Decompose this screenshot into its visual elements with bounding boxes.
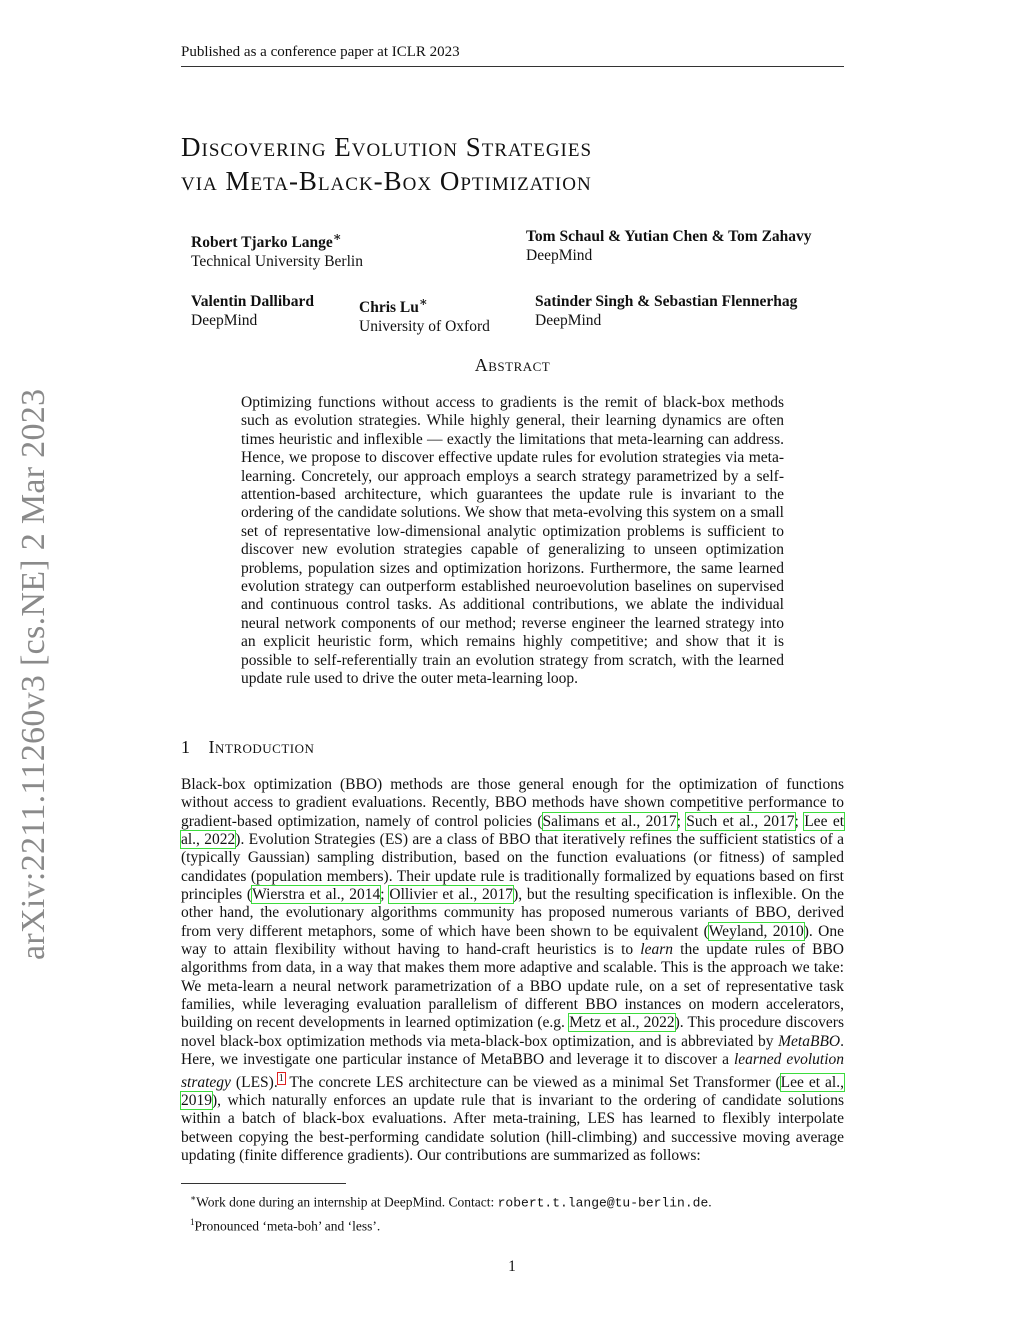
emphasis: learned evolution strategy	[181, 1051, 845, 1091]
citation-link[interactable]: Metz et al., 2022	[569, 1014, 675, 1032]
author-block-schaul-chen-zahavy	[526, 228, 812, 265]
section-number: 1	[181, 737, 191, 757]
author-name: Valentin Dallibard	[191, 293, 315, 310]
author-name: Chris Lu∗	[359, 294, 428, 317]
author-affiliation: University of Oxford	[359, 317, 490, 335]
footnote-link[interactable]: 1	[278, 1072, 284, 1084]
author-affiliation: DeepMind	[535, 311, 602, 329]
paper-title	[181, 130, 844, 198]
footnote-rule	[181, 1183, 346, 1184]
citation-link[interactable]: Weyland, 2010	[708, 922, 804, 940]
introduction-paragraph: Black-box optimization (BBO) methods are those general enough for the optimization of functions without access to gradient evaluations. Recently, BBO methods have shown competitive performance to gradient-based optimization, namely of control policies (Salimans et al., 2017; Such et al., 2017; Lee et al., 2022). Evolution Strategies (ES) are a class of BBO that iteratively refines the sufficient statistics of a (typically Gaussian) sampling distribution, based on the function evaluations (or fitness) of sampled candidates (population members). Their update rule is traditionally formalized by equations based on first principles (Wierstra et al., 2014; Ollivier et al., 2017), but the resulting specification is inflexible. On the other hand, the evolutionary algorithms community has proposed numerous variants of BBO, derived from very different metaphors, some of which have been shown to be equivalent (Weyland, 2010). One way to attain flexibility without having to hand-craft heuristics is to learn the update rules of BBO algorithms from data, in a way that makes them more adaptive and scalable. This is the approach we take: We meta-learn a neural network parametrization of a BBO update rule, on a set of representative task families, while leveraging evaluation parallelism of different BBO instances on modern accelerators, building on recent developments in learned optimization (e.g. Metz et al., 2022). This procedure discovers novel black-box optimization methods via meta-black-box optimization, and is abbreviated by MetaBBO. Here, we investigate one particular instance of MetaBBO and leverage it to discover a learned evolution strategy (LES).$^1$ The concrete LES architecture can be viewed as a minimal Set Transformer (Lee et al., 2019), which naturally enforces an update rule that is invariant to the ordering of candidate solutions within a batch of black-box evaluations. After meta-training, LES has learned to flexibly interpolate between copying the best-performing candidate solution (hill-climbing) and successive moving average updating (finite difference gradients). Our contributions are summarized as follows:	[181, 776, 845, 1165]
footnote-2: $^1$Pronounced ‘meta-boh’ and ‘less’.	[190, 1216, 381, 1233]
abstract-heading: Abstract	[474, 355, 551, 375]
author-block-lu	[359, 293, 490, 336]
emphasis: learn	[640, 941, 674, 959]
abstract-text: Optimizing functions without access to gradients is the remit of black-box methods such as evolution strategies. While highly general, their learning dynamics are often times heuristic and inflexible — exactly the limitations that meta-learning can address. Hence, we propose to discover effective update rules for evolution strategies via meta-learning. Concretely, our approach employs a search strategy parametrized by a self-attention-based architecture, which guarantees the update rule is invariant to the ordering of the candidate solutions. We show that meta-evolving this system on a small set of representative low-dimensional analytic optimization problems is sufficient to discover new evolution strategies capable of generalizing to unseen optimization problems, population sizes and optimization horizons. Furthermore, the same learned evolution strategy can outperform established neuroevolution baselines on supervised and continuous control tasks. As additional contributions, we ablate the individual neural network components of our method; reverse engineer the learned strategy into an explicit heuristic form, which remains highly competitive; and show that it is possible to self-referentially train an evolution strategy from scratch, with the learned update rule used to drive the outer meta-learning loop.	[241, 394, 784, 688]
section-heading-introduction	[181, 737, 314, 758]
author-affiliation: DeepMind	[191, 311, 258, 329]
author-name: Satinder Singh & Sebastian Flennerhag	[535, 293, 798, 310]
author-block-singh-flennerhag	[535, 293, 797, 330]
citation-link[interactable]: Lee et al., 2022	[181, 812, 845, 849]
author-name: Robert Tjarko Lange∗	[191, 229, 342, 252]
running-header: Published as a conference paper at ICLR 2023	[181, 44, 460, 60]
header-rule	[181, 66, 844, 67]
contact-email[interactable]: robert.t.lange@tu-berlin.de	[497, 1195, 709, 1211]
author-name: Tom Schaul & Yutian Chen & Tom Zahavy	[526, 228, 812, 245]
footnote-1: ∗Work done during an internship at DeepMind. Contact: robert.t.lange@tu-berlin.de.	[190, 1193, 712, 1211]
emphasis: MetaBBO	[778, 1032, 841, 1050]
footnotes	[190, 1189, 840, 1235]
author-affiliation: Technical University Berlin	[191, 252, 363, 270]
title-line-1: Discovering Evolution Strategies	[181, 132, 593, 162]
author-block-dallibard	[191, 293, 314, 330]
section-title: Introduction	[208, 737, 315, 757]
author-block-lange	[191, 228, 363, 271]
citation-link[interactable]: Salimans et al., 2017	[542, 812, 677, 830]
arxiv-stamp: arXiv:2211.11260v3 [cs.NE] 2 Mar 2023	[15, 388, 52, 960]
citation-link[interactable]: Such et al., 2017	[686, 812, 795, 830]
citation-link[interactable]: Wierstra et al., 2014	[252, 886, 381, 904]
page-number: 1	[508, 1258, 516, 1275]
citation-link[interactable]: Lee et al., 2019	[181, 1073, 844, 1109]
title-line-2: via Meta-Black-Box Optimization	[181, 166, 592, 196]
author-affiliation: DeepMind	[526, 246, 593, 264]
citation-link[interactable]: Ollivier et al., 2017	[389, 886, 514, 904]
